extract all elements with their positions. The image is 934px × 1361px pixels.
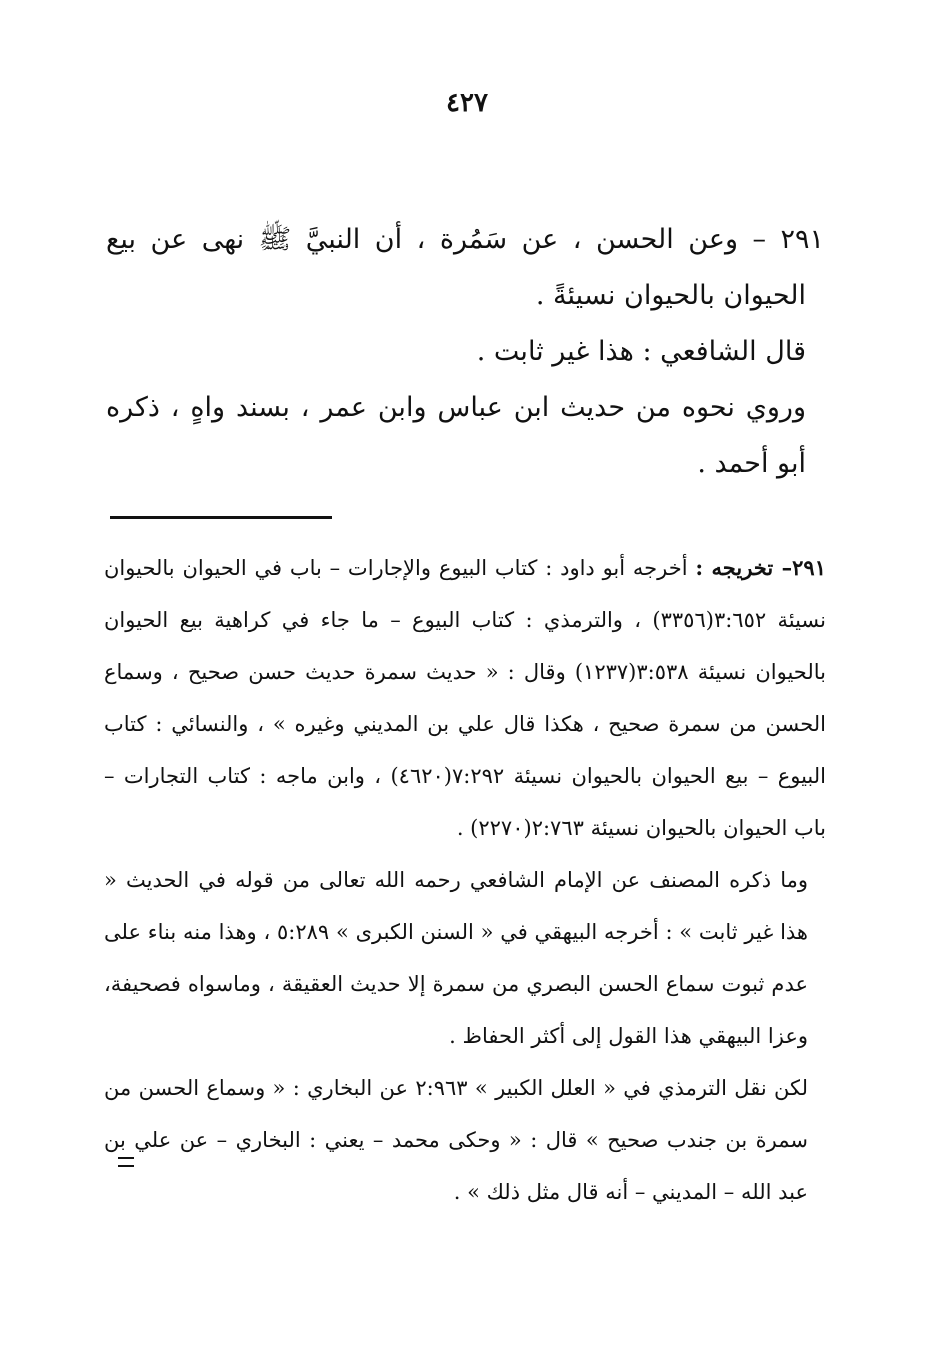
footnotes — [104, 542, 826, 1218]
page-end-mark — [118, 1157, 134, 1167]
main-text — [106, 212, 824, 492]
page-number: ٤٢٧ — [446, 88, 488, 118]
tirmidhi-note-paragraph: لكن نقل الترمذي في « العلل الكبير » ٢:٩٦٣ عن البخاري : « وسماع الحسن من سمرة بن جندب صحيح » قال : « وحكى محمد – يعني : البخاري – عن علي بن عبد الله – المديني – أنه قال مثل ذلك » . — [104, 1076, 808, 1204]
shafii-note-paragraph: وما ذكره المصنف عن الإمام الشافعي رحمه الله تعالى من قوله في الحديث « هذا غير ثابت » : أخرجه البيهقي في « السنن الكبرى » ٥:٢٨٩ ، وهذا منه بناء على عدم ثبوت سماع الحسن البصري من سمرة إلا حديث العقيقة ، وماسواه فصحيفة، وعزا البيهقي هذا القول إلى أكثر الحفاظ . — [104, 868, 808, 1048]
takhrij-paragraph — [104, 542, 826, 854]
shafii-statement: قال الشافعي : هذا غير ثابت . — [476, 336, 806, 367]
takhrij-label: ٢٩١– تخريجه : — [695, 555, 826, 580]
takhrij-text: أخرجه أبو داود : كتاب البيوع والإجارات – باب في الحيوان بالحيوان نسيئة ٣:٦٥٢(٣٣٥٦) ، والترمذي : كتاب البيوع – ما جاء في كراهية بيع الحيوان بالحيوان نسيئة ٣:٥٣٨(١٢٣٧) وقال : « حديث سمرة حديث حسن صحيح ، وسماع الحسن من سمرة صحيح ، هكذا قال علي بن المديني وغيره » ، والنسائي : كتاب البيوع – بيع الحيوان بالحيوان نسيئة ٧:٢٩٢(٤٦٢٠) ، وابن ماجه : كتاب التجارات – باب الحيوان بالحيوان نسيئة ٢:٧٦٣(٢٢٧٠) . — [104, 556, 826, 840]
footnote-separator — [110, 516, 332, 519]
other-narrations: وروي نحوه من حديث ابن عباس وابن عمر ، بسند واهٍ ، ذكره أبو أحمد . — [106, 392, 806, 479]
hadith-291-text: ٢٩١ – وعن الحسن ، عن سَمُرة ، أن النبيَّ ﷺ نهى عن بيع الحيوان بالحيوان نسيئةً . — [106, 224, 824, 311]
